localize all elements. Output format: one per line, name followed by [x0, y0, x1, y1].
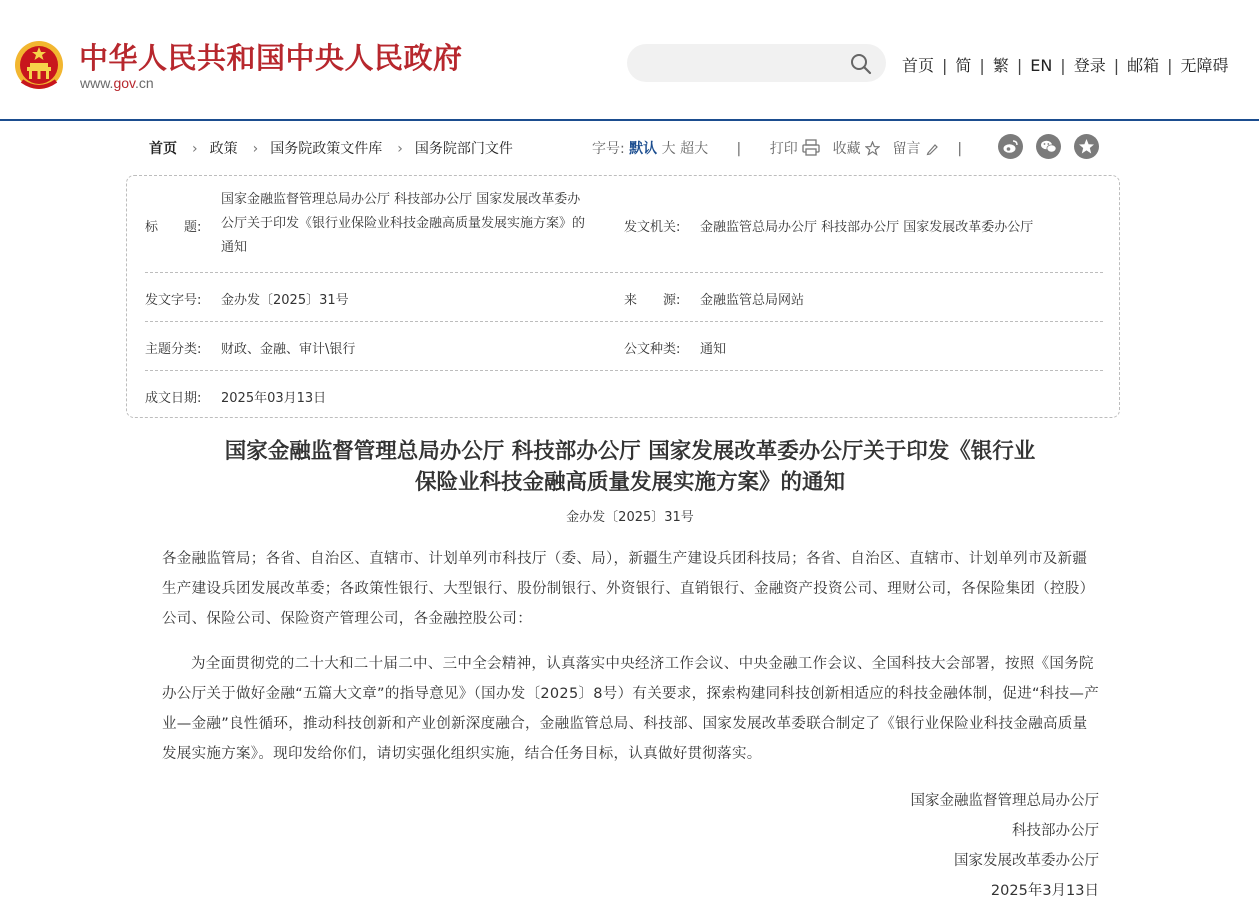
- title-value-line: 通知: [221, 240, 248, 255]
- date-label: 成文日期:: [145, 391, 202, 406]
- title-value-line: 国家金融监督管理总局办公厅 科技部办公厅 国家发展改革委办: [221, 192, 581, 207]
- toolbar-divider: |: [957, 141, 963, 157]
- star-icon: [865, 141, 880, 156]
- breadcrumb-department-docs[interactable]: 国务院部门文件: [414, 141, 513, 157]
- article-title-line: 保险业科技金融高质量发展实施方案》的通知: [414, 470, 845, 495]
- signature-ndrc: 国家发展改革委办公厅: [954, 853, 1099, 869]
- chevron-right-icon: ›: [192, 141, 198, 157]
- breadcrumb: [149, 138, 513, 158]
- source-label: 来 源:: [624, 293, 681, 308]
- doc-number-value: 金办发〔2025〕31号: [221, 293, 349, 308]
- printer-icon: [802, 139, 820, 156]
- wechat-icon[interactable]: [1036, 134, 1061, 159]
- nav-separator: |: [1113, 56, 1120, 75]
- nav-separator: |: [1167, 56, 1173, 75]
- nav-login[interactable]: 登录: [1073, 56, 1106, 75]
- site-url[interactable]: [80, 75, 154, 91]
- pencil-icon: [925, 142, 939, 156]
- breadcrumb-policy-library[interactable]: 国务院政策文件库: [270, 141, 383, 157]
- signature-most: 科技部办公厅: [1012, 823, 1099, 839]
- comment-label: 留言: [892, 141, 921, 157]
- site-url-prefix: www.: [80, 75, 114, 91]
- national-emblem-icon[interactable]: [14, 37, 64, 93]
- favorite-label: 收藏: [832, 141, 861, 157]
- date-value: 2025年03月13日: [221, 391, 327, 406]
- print-button[interactable]: [770, 141, 825, 157]
- search-box: [627, 44, 886, 82]
- topic-label: 主题分类:: [145, 342, 202, 357]
- nav-separator: |: [1060, 56, 1066, 75]
- qzone-icon[interactable]: [1074, 134, 1099, 159]
- font-size-default[interactable]: 默认: [629, 141, 658, 157]
- document-info-box: [126, 175, 1120, 418]
- breadcrumb-policy[interactable]: 政策: [209, 141, 238, 157]
- toolbar-divider: |: [736, 141, 742, 157]
- title-label: 标 题:: [145, 220, 202, 235]
- divider: [145, 321, 1103, 322]
- nav-traditional[interactable]: 繁: [992, 56, 1009, 75]
- article-title: [150, 436, 1110, 498]
- divider: [145, 370, 1103, 371]
- nav-separator: |: [979, 56, 985, 75]
- signature-nfra: 国家金融监督管理总局办公厅: [910, 793, 1099, 809]
- source-value: 金融监管总局网站: [700, 293, 805, 308]
- font-size-xlarge[interactable]: 超大: [680, 141, 709, 157]
- top-nav: [902, 53, 1229, 76]
- topic-value: 财政、金融、审计\银行: [221, 342, 356, 357]
- print-label: 打印: [769, 141, 798, 157]
- nav-home[interactable]: 首页: [902, 56, 935, 75]
- article-body: 为全面贯彻党的二十大和二十届二中、三中全会精神，认真落实中央经济工作会议、中央金融工作会议、全国科技大会部署，按照《国务院办公厅关于做好金融“五篇大文章”的指导意见》（国办发〔2025〕8号）有关要求，探索构建同科技创新相适应的科技金融体制，促进“科技—产业—金融”良性循环，推动科技创新和产业创新深度融合，金融监管总局、科技部、国家发展改革委联合制定了《银行业保险业科技金融高质量发展实施方案》。现印发给你们，请切实强化组织实施，结合任务目标，认真做好贯彻落实。: [162, 656, 1100, 762]
- article-doc-number: 金办发〔2025〕31号: [566, 510, 694, 525]
- nav-simplified[interactable]: 简: [955, 56, 972, 75]
- font-size-label: 字号:: [592, 141, 625, 157]
- favorite-button[interactable]: [833, 141, 885, 157]
- site-url-gov: gov: [113, 75, 135, 91]
- divider: [145, 272, 1103, 273]
- title-value: [221, 188, 621, 260]
- article-recipients: 各金融监管局；各省、自治区、直辖市、计划单列市科技厅（委、局），新疆生产建设兵团科技局；各省、自治区、直辖市、计划单列市及新疆生产建设兵团发展改革委；各政策性银行、大型银行、股份制银行、外资银行、直销银行、金融资产投资公司、理财公司，各保险集团（控股）公司、保险公司、保险资产管理公司，各金融控股公司：: [162, 551, 1095, 627]
- nav-accessibility[interactable]: 无障碍: [1180, 56, 1229, 75]
- site-title[interactable]: 中华人民共和国中央人民政府: [79, 41, 463, 75]
- nav-english[interactable]: EN: [1030, 56, 1053, 75]
- site-url-suffix: .cn: [135, 75, 154, 91]
- chevron-right-icon: ›: [397, 141, 403, 157]
- doc-number-label: 发文字号:: [145, 293, 202, 308]
- signature-date: 2025年3月13日: [990, 883, 1099, 899]
- weibo-icon[interactable]: [998, 134, 1023, 159]
- chevron-right-icon: ›: [252, 141, 259, 157]
- doc-type-value: 通知: [700, 342, 727, 357]
- article-toolbar: [592, 138, 962, 158]
- nav-separator: |: [1016, 56, 1023, 75]
- font-size-large[interactable]: 大: [661, 141, 676, 157]
- comment-button[interactable]: [893, 141, 944, 157]
- breadcrumb-home[interactable]: 首页: [149, 141, 177, 157]
- title-value-line: 公厅关于印发《银行业保险业科技金融高质量发展实施方案》的: [221, 216, 586, 231]
- issuer-value: 金融监管总局办公厅 科技部办公厅 国家发展改革委办公厅: [700, 220, 1034, 235]
- site-header: [0, 0, 1259, 121]
- article-title-line: 国家金融监督管理总局办公厅 科技部办公厅 国家发展改革委办公厅关于印发《银行业: [224, 439, 1036, 464]
- issuer-label: 发文机关:: [624, 220, 681, 235]
- search-icon[interactable]: [850, 53, 872, 75]
- search-input[interactable]: [645, 52, 849, 76]
- nav-mail[interactable]: 邮箱: [1127, 56, 1160, 75]
- nav-separator: |: [942, 56, 948, 75]
- doc-type-label: 公文种类:: [624, 342, 681, 357]
